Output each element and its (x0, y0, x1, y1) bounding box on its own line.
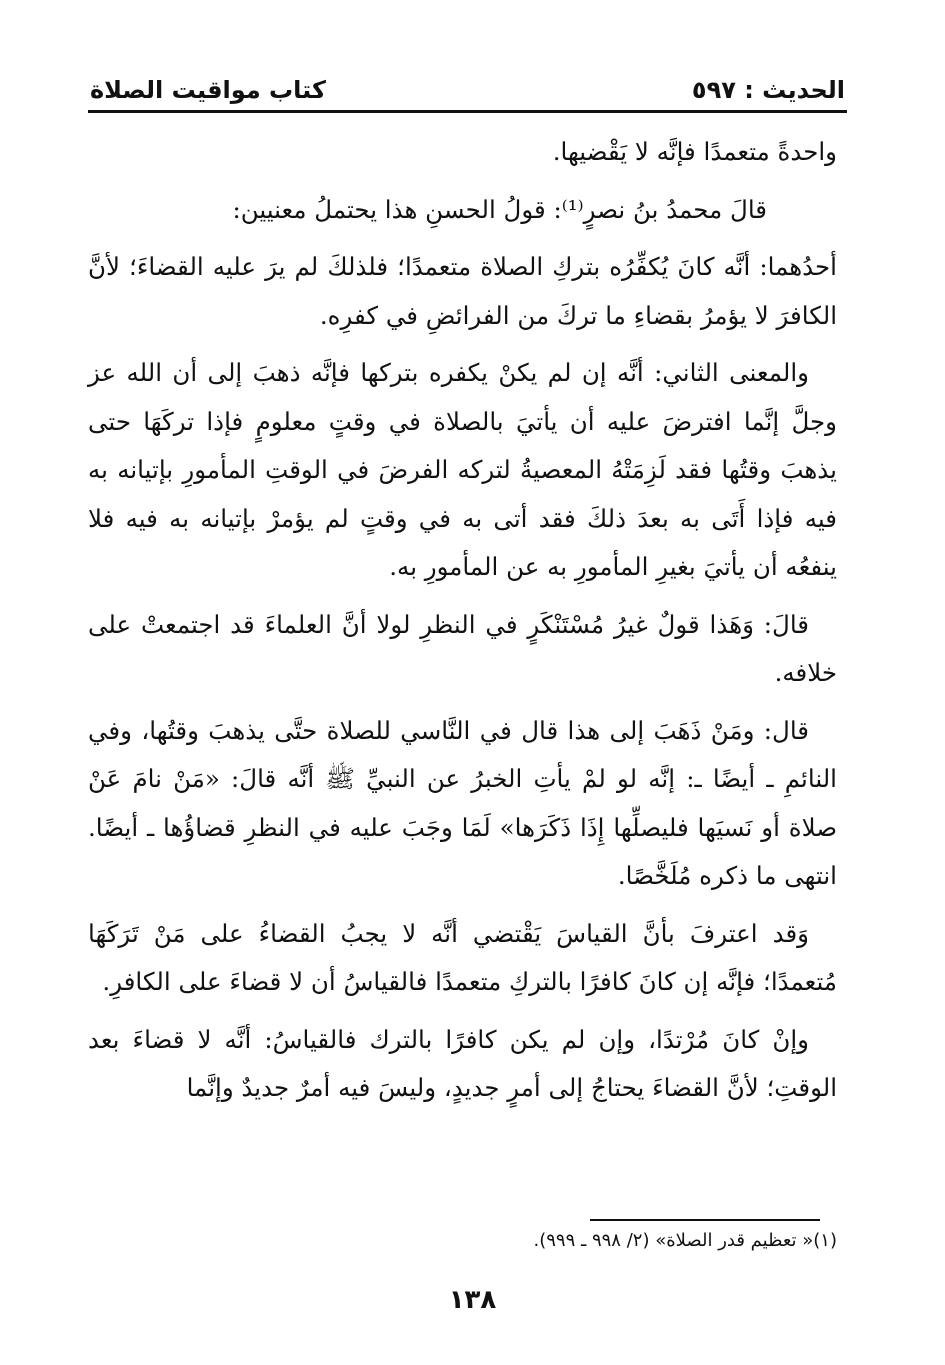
header-divider (88, 110, 847, 113)
paragraph: قال: ومَنْ ذَهَبَ إلى هذا قال في النَّاسي للصلاة حتَّى يذهبَ وقتُها، وفي النائمِ ـ أيضًا ـ: إنَّه لو لمْ يأتِ الخبرُ عن النبيِّ ﷺ أنَّه قالَ: «مَنْ نامَ عَنْ صلاة أو نَسيَها فليصلِّها إِذَا ذَكَرَها» لَمَا وجَبَ عليه في النظرِ قضاؤُها ـ أيضًا. انتهى ما ذكره مُلَخَّصًا. (88, 715, 837, 890)
paragraph: وَقد اعترفَ بأنَّ القياسَ يَقْتضي أنَّه لا يجبُ القضاءُ على مَنْ تَرَكَهَا مُتعمدًا؛ فإنَّه إن كانَ كافرًا بالتركِ متعمدًا فالقياسُ أن لا قضاءَ على الكافرِ. (88, 918, 837, 996)
paragraph: أحدُهما: أنَّه كانَ يُكفِّرُه بتركِ الصلاة متعمدًا؛ فلذلكَ لم يرَ عليه القضاءَ؛ لأنَّ الكافرَ لا يؤمرُ بقضاءِ ما تركَ من الفرائضِ في كفرِه. (88, 252, 837, 330)
footnote-divider (590, 1219, 820, 1221)
book-title: كتاب مواقيت الصلاة (90, 76, 326, 104)
page-number: ١٣٨ (448, 1285, 497, 1315)
main-text (88, 128, 837, 1122)
paragraph: واحدةً متعمدًا فإنَّه لا يَقْضيها. (552, 137, 837, 166)
paragraph: قالَ محمدُ بنُ نصرٍ⁽¹⁾: قولُ الحسنِ هذا يحتملُ معنيين: (232, 194, 767, 224)
paragraph: وإنْ كانَ مُرْتدًا، وإن لم يكن كافرًا بالترك فالقياسُ: أنَّه لا قضاءَ بعد الوقتِ؛ لأنَّ القضاءَ يحتاجُ إلى أمرٍ جديدٍ، وليسَ فيه أمرٌ جديدٌ وإنَّما (88, 1024, 837, 1102)
paragraph: قالَ: وَهَذا قولٌ غيرُ مُسْتَنْكَرٍ في النظرِ لولا أنَّ العلماءَ قد اجتمعتْ على خلافه. (88, 609, 837, 687)
hadith-number: الحديث : ٥٩٧ (691, 76, 845, 104)
footnote: (١)« تعظيم قدر الصلاة» (٢/ ٩٩٨ ـ ٩٩٩). (533, 1230, 837, 1251)
running-header (90, 70, 845, 104)
paragraph: والمعنى الثاني: أنَّه إن لم يكنْ يكفره بتركها فإنَّه ذهبَ إلى أن الله عز وجلَّ إنَّما افترضَ عليه أن يأتيَ بالصلاة في وقتٍ معلومٍ فإذا تركَهَا حتى يذهبَ وقتُها فقد لَزِمَتْهُ المعصيةُ لتركه الفرضَ في الوقتِ المأمورِ بإتيانه به فيه فإذا أَتَى به بعدَ ذلكَ فقد أتى به في وقتٍ لم يؤمرْ بإتيانه به فيه فلا ينفعُه أن يأتيَ بغيرِ المأمورِ به عن المأمورِ به. (88, 358, 837, 581)
